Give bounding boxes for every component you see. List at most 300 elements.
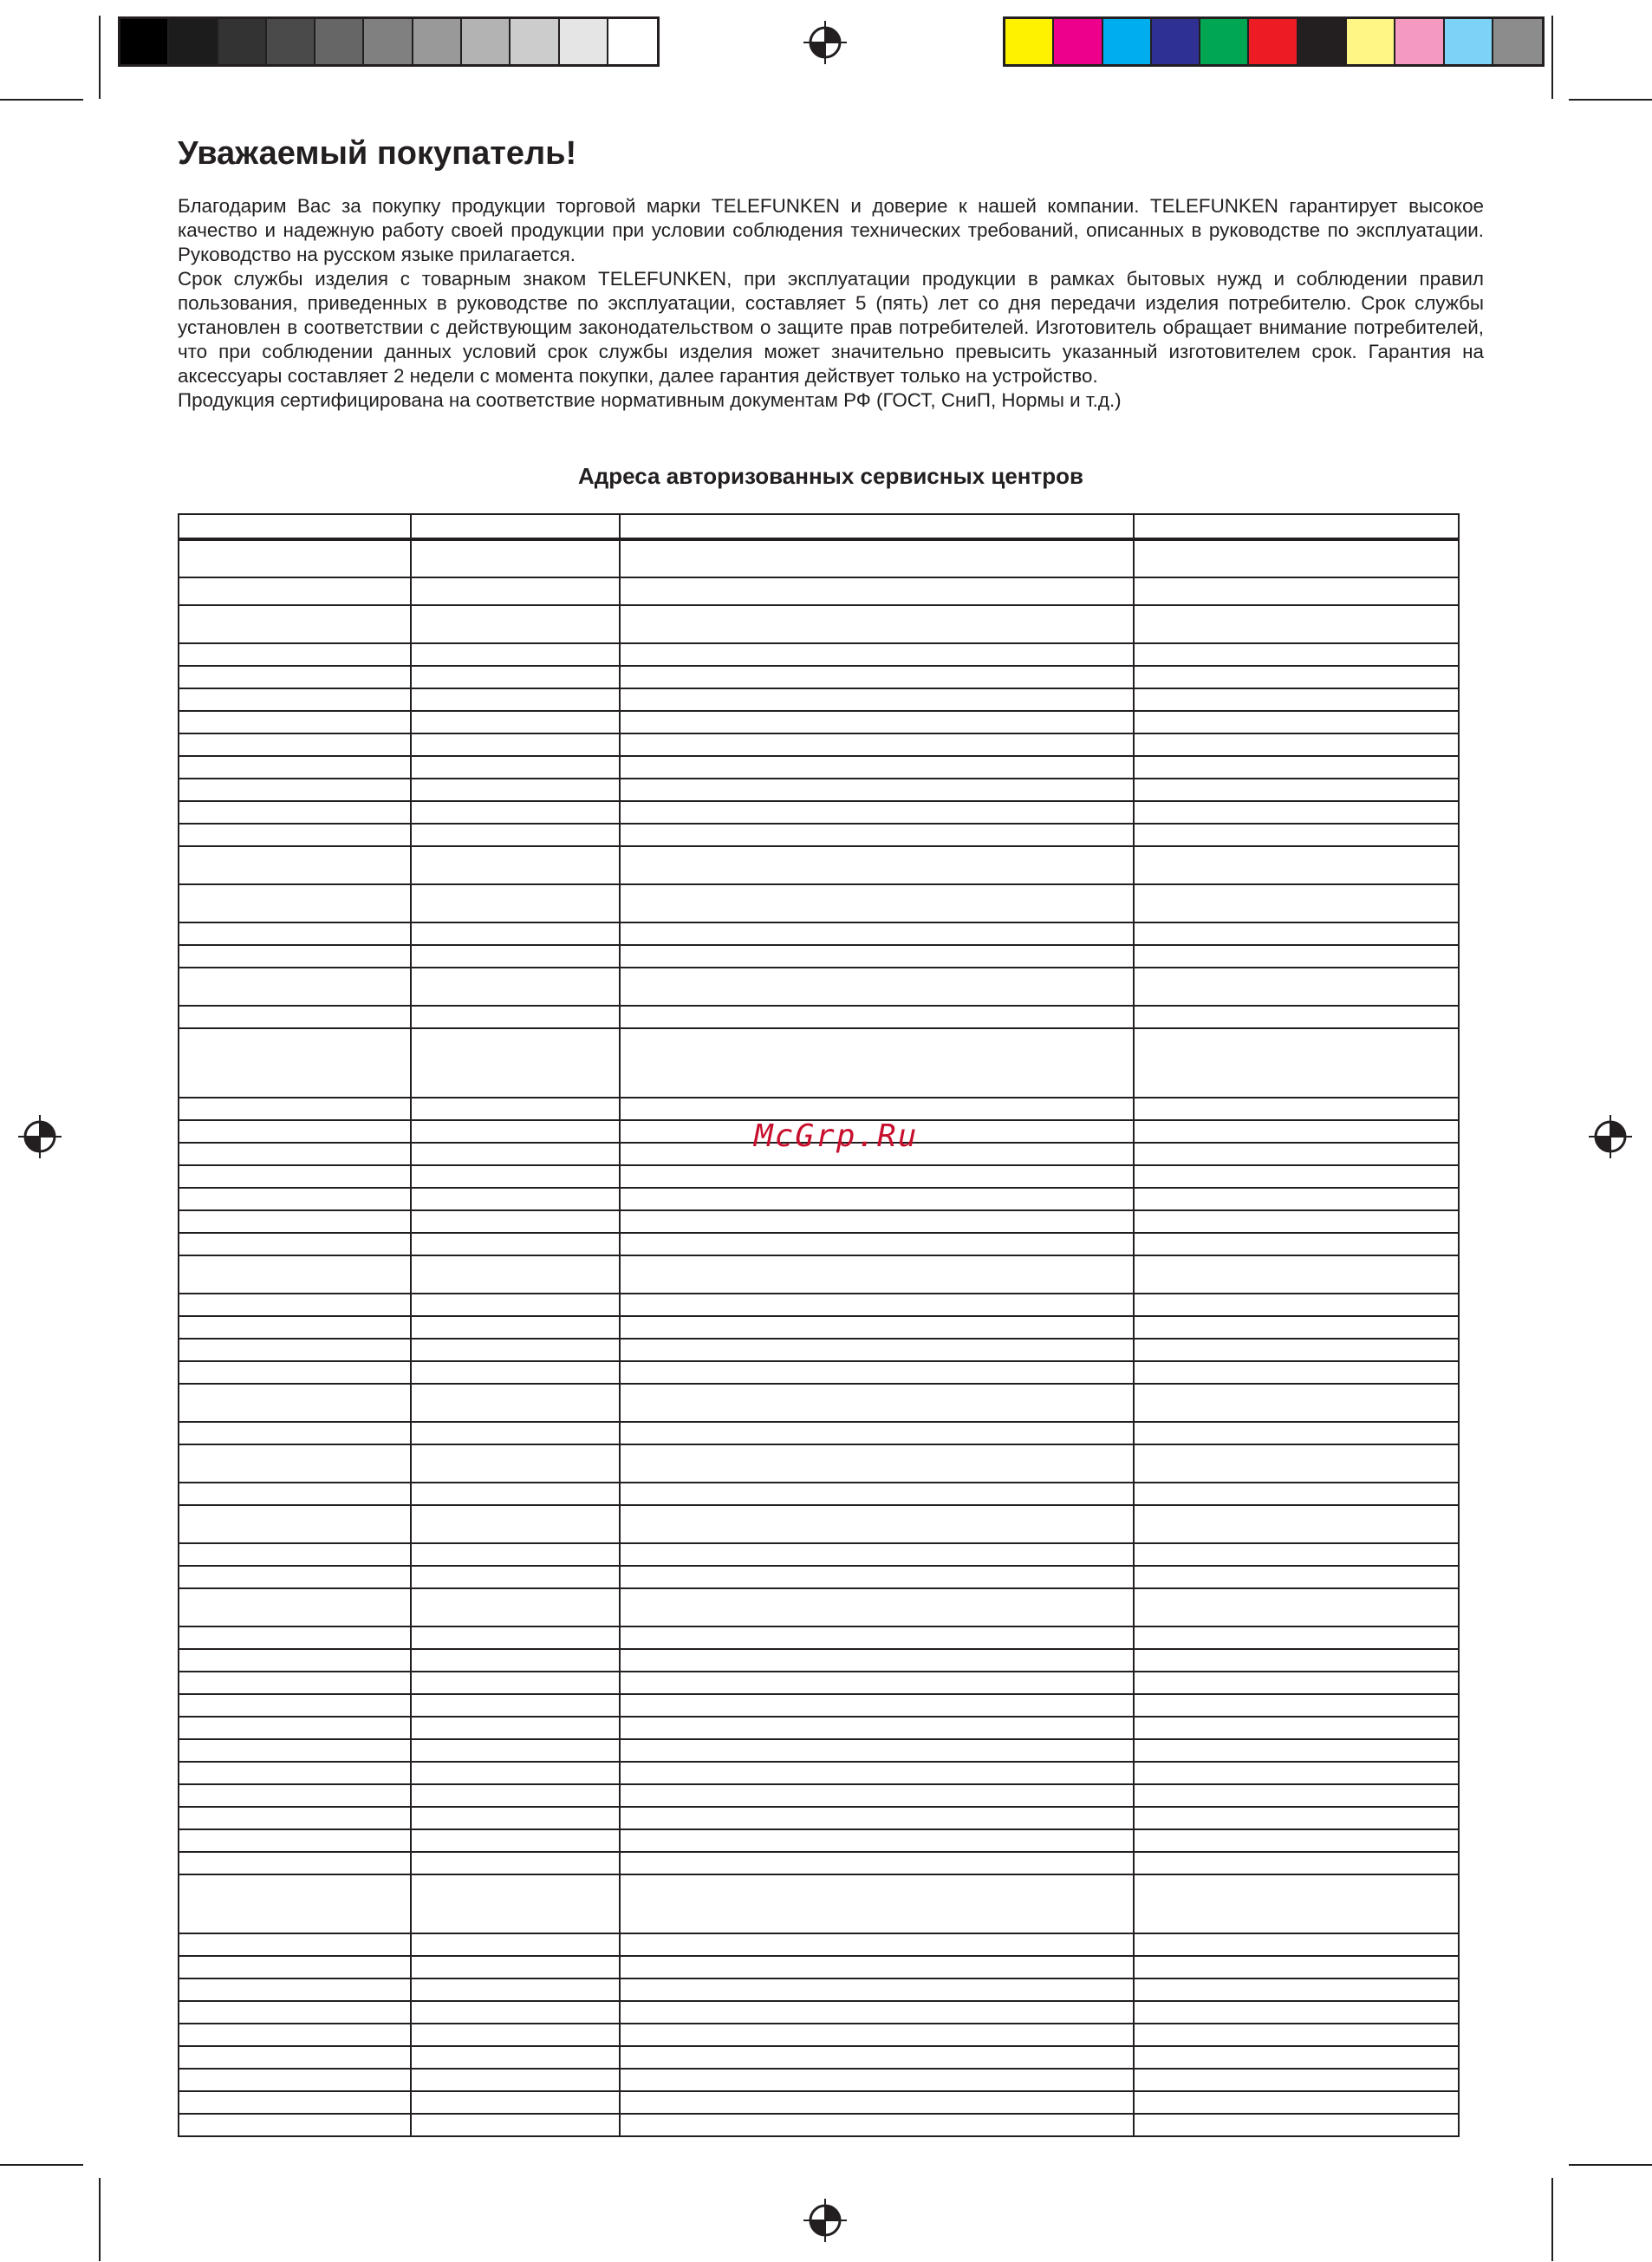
table-cell: [620, 539, 1134, 577]
table-cell: [179, 824, 411, 846]
intro-text: [178, 194, 1484, 413]
table-cell: [179, 1807, 411, 1829]
table-cell: [411, 1006, 620, 1028]
paragraph-certification: Продукция сертифицирована на соответствие нормативным документам РФ (ГОСТ, СниП, Нормы и т.д.): [178, 389, 1122, 411]
table-cell: [179, 2046, 411, 2069]
table-cell: [179, 1852, 411, 1874]
table-cell: [1134, 1978, 1459, 2001]
table-row: [179, 1807, 1459, 1829]
table-cell: [411, 922, 620, 945]
table-cell: [179, 2024, 411, 2046]
color-swatch: [120, 19, 169, 64]
color-swatch: [1445, 19, 1493, 64]
table-cell: [620, 666, 1134, 688]
color-swatch: [1005, 19, 1054, 64]
table-cell: [411, 756, 620, 779]
table-row: [179, 688, 1459, 711]
table-row: [179, 1444, 1459, 1483]
table-cell: [179, 1543, 411, 1566]
table-cell: [411, 1422, 620, 1444]
table-cell: [179, 1143, 411, 1165]
table-cell: [1134, 779, 1459, 801]
crop-mark: [1551, 2178, 1553, 2261]
table-cell: [620, 922, 1134, 945]
table-cell: [179, 577, 411, 605]
table-cell: [179, 1933, 411, 1956]
table-row: [179, 756, 1459, 779]
color-swatch: [1249, 19, 1298, 64]
table-cell: [411, 1255, 620, 1294]
table-cell: [179, 779, 411, 801]
table-cell: [1134, 2069, 1459, 2091]
table-cell: [620, 1829, 1134, 1852]
table-row: [179, 1233, 1459, 1255]
table-cell: [1134, 1672, 1459, 1694]
table-cell: [411, 2069, 620, 2091]
service-centers-table: [178, 513, 1460, 2137]
table-cell: [620, 1762, 1134, 1784]
table-cell: [620, 756, 1134, 779]
table-cell: [411, 2091, 620, 2114]
table-cell: [179, 605, 411, 643]
table-cell: [411, 1361, 620, 1384]
table-cell: [179, 1717, 411, 1739]
crop-mark: [0, 99, 83, 101]
table-cell: [179, 1829, 411, 1852]
table-cell: [179, 733, 411, 756]
table-row: [179, 1694, 1459, 1717]
color-swatch: [267, 19, 315, 64]
table-cell: [620, 1739, 1134, 1762]
table-cell: [411, 1316, 620, 1339]
table-cell: [1134, 1956, 1459, 1978]
table-cell: [411, 1956, 620, 1978]
crop-mark: [1569, 2164, 1652, 2166]
table-cell: [620, 1316, 1134, 1339]
table-cell: [411, 1165, 620, 1188]
table-cell: [1134, 2114, 1459, 2136]
table-cell: [1134, 1784, 1459, 1807]
registration-mark-icon: [18, 1115, 62, 1158]
table-row: [179, 2001, 1459, 2024]
table-cell: [1134, 922, 1459, 945]
table-row: [179, 1294, 1459, 1316]
table-row: [179, 1384, 1459, 1422]
table-cell: [620, 801, 1134, 824]
table-cell: [1134, 1384, 1459, 1422]
table-cell: [179, 1784, 411, 1807]
column-header: [1134, 514, 1459, 539]
table-cell: [411, 1120, 620, 1143]
color-swatch: [1395, 19, 1444, 64]
table-cell: [179, 1188, 411, 1210]
table-cell: [1134, 1120, 1459, 1143]
table-row: [179, 884, 1459, 922]
table-cell: [1134, 1543, 1459, 1566]
table-cell: [411, 1694, 620, 1717]
table-row: [179, 643, 1459, 666]
table-cell: [1134, 2024, 1459, 2046]
table-cell: [411, 2046, 620, 2069]
table-cell: [620, 2114, 1134, 2136]
table-cell: [411, 1807, 620, 1829]
table-row: [179, 1483, 1459, 1505]
table-cell: [411, 643, 620, 666]
table-cell: [179, 1361, 411, 1384]
table-cell: [179, 2001, 411, 2024]
table-cell: [620, 1483, 1134, 1505]
table-cell: [620, 1384, 1134, 1422]
table-cell: [1134, 1294, 1459, 1316]
table-cell: [620, 1543, 1134, 1566]
table-cell: [620, 2046, 1134, 2069]
table-cell: [620, 1165, 1134, 1188]
table-cell: [1134, 1210, 1459, 1233]
table-cell: [179, 756, 411, 779]
table-cell: [411, 801, 620, 824]
table-cell: [620, 1566, 1134, 1588]
table-cell: [411, 1505, 620, 1543]
table-cell: [1134, 1444, 1459, 1483]
table-cell: [179, 2091, 411, 2114]
table-cell: [1134, 1874, 1459, 1933]
table-cell: [179, 2114, 411, 2136]
table-row: [179, 2114, 1459, 2136]
table-cell: [179, 1006, 411, 1028]
table-cell: [179, 801, 411, 824]
table-cell: [620, 1361, 1134, 1384]
table-cell: [620, 2069, 1134, 2091]
table-cell: [411, 605, 620, 643]
table-cell: [620, 1098, 1134, 1120]
table-cell: [620, 1028, 1134, 1098]
table-cell: [411, 1852, 620, 1874]
table-cell: [1134, 1626, 1459, 1649]
table-cell: [179, 1762, 411, 1784]
table-cell: [620, 1339, 1134, 1361]
table-cell: [620, 2024, 1134, 2046]
table-cell: [620, 577, 1134, 605]
color-swatch: [218, 19, 267, 64]
table-cell: [411, 1626, 620, 1649]
table-row: [179, 666, 1459, 688]
table-cell: [179, 1233, 411, 1255]
table-cell: [411, 1384, 620, 1422]
table-row: [179, 1933, 1459, 1956]
table-cell: [1134, 1483, 1459, 1505]
table-cell: [411, 1294, 620, 1316]
table-body: [179, 539, 1459, 2136]
table-cell: [620, 1294, 1134, 1316]
table-cell: [1134, 1188, 1459, 1210]
table-row: [179, 1543, 1459, 1566]
table-cell: [1134, 666, 1459, 688]
table-cell: [1134, 884, 1459, 922]
table-cell: [1134, 1717, 1459, 1739]
table-cell: [179, 1739, 411, 1762]
table-cell: [1134, 1316, 1459, 1339]
table-cell: [620, 1874, 1134, 1933]
table-row: [179, 539, 1459, 577]
table-cell: [1134, 539, 1459, 577]
table-row: [179, 1588, 1459, 1626]
table-row: [179, 733, 1459, 756]
table-row: [179, 1255, 1459, 1294]
table-cell: [179, 884, 411, 922]
table-cell: [1134, 1829, 1459, 1852]
table-row: [179, 1717, 1459, 1739]
table-cell: [1134, 643, 1459, 666]
color-swatch: [1493, 19, 1542, 64]
table-cell: [620, 1933, 1134, 1956]
table-row: [179, 1784, 1459, 1807]
table-cell: [179, 1956, 411, 1978]
column-header: [411, 514, 620, 539]
table-cell: [411, 1143, 620, 1165]
table-cell: [620, 1444, 1134, 1483]
table-cell: [411, 1444, 620, 1483]
crop-mark: [99, 2178, 101, 2261]
table-cell: [411, 1543, 620, 1566]
table-cell: [620, 824, 1134, 846]
table-cell: [179, 1384, 411, 1422]
table-cell: [179, 1316, 411, 1339]
table-row: [179, 2024, 1459, 2046]
table-cell: [1134, 2046, 1459, 2069]
table-cell: [1134, 824, 1459, 846]
table-row: [179, 1188, 1459, 1210]
color-swatch: [364, 19, 413, 64]
table-cell: [411, 539, 620, 577]
table-cell: [1134, 1165, 1459, 1188]
table-cell: [1134, 1807, 1459, 1829]
table-row: [179, 945, 1459, 968]
table-cell: [179, 539, 411, 577]
crop-mark: [1551, 16, 1553, 99]
table-cell: [411, 779, 620, 801]
table-cell: [1134, 1361, 1459, 1384]
table-cell: [411, 666, 620, 688]
table-cell: [620, 1717, 1134, 1739]
table-cell: [620, 968, 1134, 1006]
table-cell: [620, 1210, 1134, 1233]
table-cell: [179, 1120, 411, 1143]
watermark: McGrp.Ru: [754, 1118, 919, 1154]
table-cell: [1134, 1028, 1459, 1098]
color-swatch: [608, 19, 657, 64]
table-cell: [411, 2024, 620, 2046]
table-cell: [620, 1255, 1134, 1294]
table-cell: [179, 1339, 411, 1361]
table-cell: [620, 1649, 1134, 1672]
table-cell: [1134, 605, 1459, 643]
table-cell: [1134, 1505, 1459, 1543]
table-row: [179, 1028, 1459, 1098]
table-cell: [179, 1505, 411, 1543]
table-cell: [1134, 1255, 1459, 1294]
table-cell: [620, 1006, 1134, 1028]
table-row: [179, 1006, 1459, 1028]
table-cell: [1134, 1694, 1459, 1717]
table-cell: [1134, 1098, 1459, 1120]
table-cell: [620, 779, 1134, 801]
column-header: [620, 514, 1134, 539]
color-swatch: [511, 19, 559, 64]
color-swatch: [1298, 19, 1347, 64]
table-row: [179, 922, 1459, 945]
table-row: [179, 1852, 1459, 1874]
table-row: [179, 605, 1459, 643]
table-cell: [1134, 1233, 1459, 1255]
table-row: [179, 1165, 1459, 1188]
table-cell: [179, 1694, 411, 1717]
gray-scale-bar: [118, 16, 660, 67]
table-cell: [411, 733, 620, 756]
registration-mark-icon: [803, 21, 847, 64]
table-cell: [411, 884, 620, 922]
table-cell: [411, 688, 620, 711]
table-cell: [179, 1444, 411, 1483]
table-cell: [1134, 1422, 1459, 1444]
table-cell: [179, 1165, 411, 1188]
table-row: [179, 1739, 1459, 1762]
table-row: [179, 577, 1459, 605]
table-cell: [1134, 2001, 1459, 2024]
table-cell: [620, 1956, 1134, 1978]
table-cell: [620, 1588, 1134, 1626]
table-cell: [1134, 577, 1459, 605]
color-control-bar: [1003, 16, 1545, 67]
color-swatch: [169, 19, 218, 64]
table-cell: [411, 968, 620, 1006]
crop-mark: [1569, 99, 1652, 101]
table-cell: [620, 1672, 1134, 1694]
table-cell: [411, 2114, 620, 2136]
table-row: [179, 1316, 1459, 1339]
table-cell: [179, 1978, 411, 2001]
color-swatch: [1347, 19, 1395, 64]
table-cell: [179, 1294, 411, 1316]
color-swatch: [1054, 19, 1102, 64]
table-row: [179, 1626, 1459, 1649]
table-cell: [620, 884, 1134, 922]
table-cell: [1134, 733, 1459, 756]
table-cell: [1134, 756, 1459, 779]
table-title: Адреса авторизованных сервисных центров: [578, 463, 1083, 489]
table-cell: [620, 1852, 1134, 1874]
table-cell: [620, 1188, 1134, 1210]
crop-mark: [99, 16, 101, 99]
table-cell: [620, 643, 1134, 666]
table-cell: [411, 1588, 620, 1626]
table-cell: [1134, 1649, 1459, 1672]
table-cell: [179, 846, 411, 884]
table-cell: [411, 1829, 620, 1852]
table-row: [179, 1210, 1459, 1233]
table-cell: [620, 1694, 1134, 1717]
table-cell: [411, 577, 620, 605]
table-row: [179, 1956, 1459, 1978]
table-cell: [411, 1784, 620, 1807]
table-cell: [1134, 1852, 1459, 1874]
table-cell: [1134, 688, 1459, 711]
table-cell: [620, 1626, 1134, 1649]
table-cell: [1134, 1006, 1459, 1028]
table-cell: [620, 1978, 1134, 2001]
page-title: Уважаемый покупатель!: [178, 135, 577, 172]
table-cell: [1134, 968, 1459, 1006]
table-cell: [1134, 1566, 1459, 1588]
table-cell: [1134, 801, 1459, 824]
table-cell: [179, 666, 411, 688]
table-cell: [620, 945, 1134, 968]
table-row: [179, 1361, 1459, 1384]
color-swatch: [1200, 19, 1249, 64]
table-cell: [179, 1483, 411, 1505]
table-cell: [620, 1505, 1134, 1543]
table-cell: [179, 922, 411, 945]
table-cell: [620, 1422, 1134, 1444]
table-cell: [1134, 711, 1459, 733]
table-row: [179, 779, 1459, 801]
table-row: [179, 1566, 1459, 1588]
table-row: [179, 1422, 1459, 1444]
registration-mark-icon: [1589, 1115, 1632, 1158]
table-row: [179, 1874, 1459, 1933]
table-cell: [411, 1566, 620, 1588]
table-row: [179, 846, 1459, 884]
table-row: [179, 2069, 1459, 2091]
table-cell: [411, 945, 620, 968]
paragraph-thanks: Благодарим Вас за покупку продукции торговой марки TELEFUNKEN и доверие к нашей компании. TELEFUNKEN гарантирует высокое качество и надежную работу своей продукции при условии соблюдения технических требований, описанных в руководстве по эксплуатации. Руководство на русском языке прилагается.: [178, 195, 1484, 265]
table-cell: [411, 1933, 620, 1956]
table-cell: [620, 711, 1134, 733]
color-swatch: [560, 19, 608, 64]
table-cell: [1134, 1339, 1459, 1361]
table-row: [179, 801, 1459, 824]
table-cell: [620, 1807, 1134, 1829]
table-cell: [179, 711, 411, 733]
table-cell: [179, 1210, 411, 1233]
table-cell: [620, 1233, 1134, 1255]
table-cell: [411, 1210, 620, 1233]
table-cell: [620, 688, 1134, 711]
table-cell: [1134, 1739, 1459, 1762]
table-cell: [411, 1874, 620, 1933]
table-cell: [411, 2001, 620, 2024]
column-header: [179, 514, 411, 539]
color-swatch: [1152, 19, 1200, 64]
table-row: [179, 711, 1459, 733]
table-row: [179, 1829, 1459, 1852]
color-swatch: [462, 19, 511, 64]
table-cell: [179, 945, 411, 968]
table-cell: [411, 1649, 620, 1672]
table-cell: [620, 1784, 1134, 1807]
table-cell: [411, 1762, 620, 1784]
table-row: [179, 1505, 1459, 1543]
table-cell: [1134, 1762, 1459, 1784]
table-cell: [179, 643, 411, 666]
table-row: [179, 2091, 1459, 2114]
table-cell: [411, 1978, 620, 2001]
table-cell: [411, 846, 620, 884]
table-cell: [411, 1098, 620, 1120]
table-cell: [179, 1098, 411, 1120]
table-cell: [411, 1339, 620, 1361]
table-row: [179, 1339, 1459, 1361]
table-cell: [620, 2091, 1134, 2114]
